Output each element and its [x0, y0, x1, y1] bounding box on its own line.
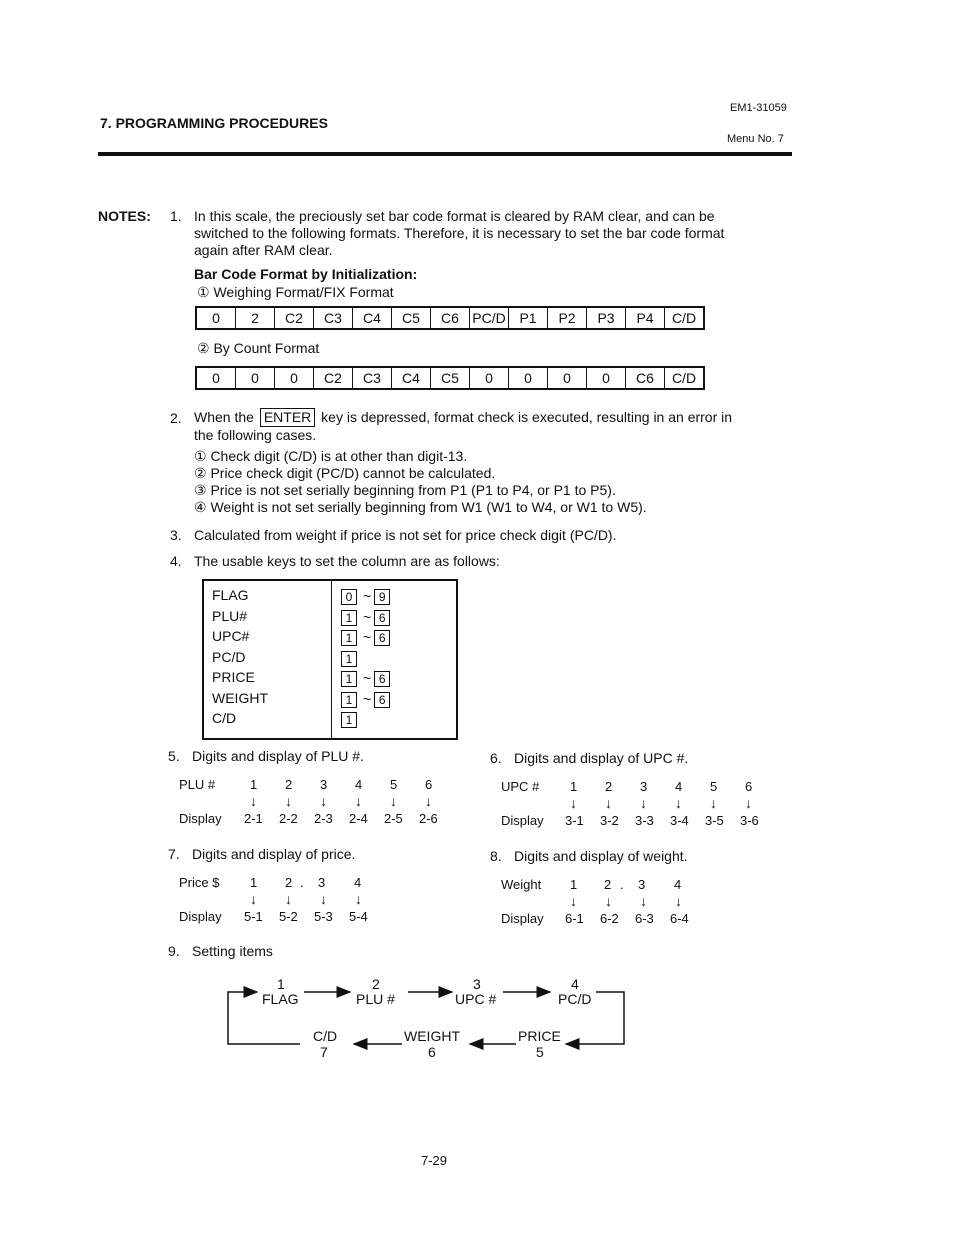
display-code: 2-3 — [314, 811, 333, 826]
note-2-line-2: the following cases. — [194, 427, 317, 443]
row-label: UPC # — [501, 779, 540, 794]
down-arrow-icon: ↓ — [605, 893, 612, 909]
usable-key-label: UPC# — [212, 628, 250, 644]
down-arrow-icon: ↓ — [320, 891, 327, 907]
digit: 1 — [570, 877, 578, 892]
usable-key-range — [341, 711, 357, 728]
down-arrow-icon: ↓ — [285, 891, 292, 907]
flow-plu-number: 2 — [372, 976, 380, 992]
flow-pcd-number: 4 — [571, 976, 579, 992]
format-cell: 0 — [548, 367, 587, 389]
section-title: 7. PROGRAMMING PROCEDURES — [100, 115, 328, 131]
down-arrow-icon: ↓ — [605, 795, 612, 811]
display-code: 6-2 — [600, 911, 619, 926]
format-1-table — [195, 306, 705, 330]
display-code: 3-2 — [600, 813, 619, 828]
note-5-text: Digits and display of PLU #. — [192, 748, 364, 764]
down-arrow-icon: ↓ — [250, 891, 257, 907]
note-9-number: 9. — [168, 943, 180, 959]
display-code: 5-2 — [279, 909, 298, 924]
note-3-number: 3. — [170, 527, 182, 543]
flow-cd-number: 7 — [320, 1044, 328, 1060]
note-3-text: Calculated from weight if price is not set for price check digit (PC/D). — [194, 527, 617, 543]
note-7-text: Digits and display of price. — [192, 846, 356, 862]
digit: 6 — [425, 777, 433, 792]
note-4-text: The usable keys to set the column are as follows: — [194, 553, 500, 569]
format-cell: 0 — [275, 367, 314, 389]
down-arrow-icon: ↓ — [675, 795, 682, 811]
format-cell: P2 — [548, 307, 587, 329]
digit: 3 — [638, 877, 646, 892]
note-9-text: Setting items — [192, 943, 273, 959]
flow-plu: PLU # — [356, 991, 395, 1007]
display-code: 6-1 — [565, 911, 584, 926]
header-rule — [98, 152, 792, 156]
key-to: 6 — [374, 630, 390, 646]
key-from: 1 — [341, 712, 357, 728]
digit: 4 — [354, 875, 362, 890]
down-arrow-icon: ↓ — [320, 793, 327, 809]
flow-flag-number: 1 — [277, 976, 285, 992]
document-number: EM1-31059 — [730, 102, 787, 114]
display-label: Display — [501, 911, 544, 926]
key-from: 1 — [341, 651, 357, 667]
down-arrow-icon: ↓ — [640, 795, 647, 811]
down-arrow-icon: ↓ — [710, 795, 717, 811]
digit: 3 — [318, 875, 326, 890]
note-6-number: 6. — [490, 750, 502, 766]
usable-keys-table — [202, 579, 458, 740]
format-cell: 0 — [509, 367, 548, 389]
down-arrow-icon: ↓ — [570, 795, 577, 811]
down-arrow-icon: ↓ — [285, 793, 292, 809]
page-number: 7-29 — [421, 1153, 448, 1168]
flow-price-number: 5 — [536, 1044, 544, 1060]
digit: 1 — [250, 777, 258, 792]
flow-weight: WEIGHT — [404, 1028, 460, 1044]
display-code: 3-4 — [670, 813, 689, 828]
display-code: 6-3 — [635, 911, 654, 926]
display-code: 2-5 — [384, 811, 403, 826]
digit: . — [300, 875, 304, 890]
display-code: 3-6 — [740, 813, 759, 828]
format-cell: C6 — [431, 307, 470, 329]
note-1-number: 1. — [170, 208, 182, 224]
flow-cd: C/D — [313, 1028, 338, 1044]
digit: . — [620, 877, 624, 892]
down-arrow-icon: ↓ — [355, 793, 362, 809]
key-to: 6 — [374, 610, 390, 626]
digit: 1 — [250, 875, 258, 890]
format-2-table — [195, 366, 705, 390]
display-code: 3-5 — [705, 813, 724, 828]
display-code: 2-1 — [244, 811, 263, 826]
usable-key-label: C/D — [212, 710, 237, 726]
digit: 5 — [390, 777, 398, 792]
usable-keys-divider — [331, 581, 332, 738]
row-label: Weight — [501, 877, 542, 892]
digit: 4 — [675, 779, 683, 794]
format-cell: 0 — [470, 367, 509, 389]
key-to: 9 — [374, 589, 390, 605]
format-1-label: ① Weighing Format/FIX Format — [197, 284, 394, 300]
display-code: 2-4 — [349, 811, 368, 826]
usable-key-label: PC/D — [212, 648, 246, 665]
display-code: 3-1 — [565, 813, 584, 828]
enter-key: ENTER — [260, 408, 315, 427]
format-cell: C5 — [392, 307, 431, 329]
display-code: 6-4 — [670, 911, 689, 926]
display-label: Display — [179, 811, 222, 826]
format-cell: 0 — [236, 367, 275, 389]
key-to: 6 — [374, 692, 390, 708]
range-tilde: ~ — [363, 608, 372, 625]
format-2-label: ② By Count Format — [197, 340, 320, 356]
note-8-text: Digits and display of weight. — [514, 848, 688, 864]
digit: 1 — [570, 779, 578, 794]
format-cell: C/D — [665, 367, 705, 389]
display-code: 5-3 — [314, 909, 333, 924]
usable-key-range — [341, 670, 390, 687]
note-2-pre: When the — [194, 409, 254, 425]
note-2-item: ② Price check digit (PC/D) cannot be calculated. — [194, 465, 496, 481]
usable-key-range — [341, 609, 390, 626]
menu-number: Menu No. 7 — [727, 133, 784, 145]
key-from: 0 — [341, 589, 357, 605]
format-cell: C4 — [353, 307, 392, 329]
note-2-line-1 — [194, 408, 732, 427]
flow-weight-number: 6 — [428, 1044, 436, 1060]
range-tilde: ~ — [363, 690, 372, 707]
digit: 3 — [320, 777, 328, 792]
format-cell: C/D — [665, 307, 705, 329]
digit: 2 — [285, 777, 293, 792]
format-cell: C5 — [431, 367, 470, 389]
display-code: 2-6 — [419, 811, 438, 826]
down-arrow-icon: ↓ — [425, 793, 432, 809]
key-from: 1 — [341, 610, 357, 626]
display-label: Display — [501, 813, 544, 828]
usable-key-label: PRICE — [212, 669, 255, 685]
note-7-number: 7. — [168, 846, 180, 862]
notes-label: NOTES: — [98, 208, 151, 224]
note-1-line-1: In this scale, the preciously set bar code format is cleared by RAM clear, and can be — [194, 208, 715, 224]
usable-key-label: WEIGHT — [212, 689, 268, 706]
format-cell: 2 — [236, 307, 275, 329]
flow-pcd: PC/D — [558, 991, 592, 1007]
note-5-number: 5. — [168, 748, 180, 764]
usable-key-range — [341, 588, 390, 605]
row-label: PLU # — [179, 777, 216, 792]
flow-flag: FLAG — [262, 991, 299, 1007]
note-1-subhead: Bar Code Format by Initialization: — [194, 266, 418, 282]
digit: 4 — [355, 777, 363, 792]
usable-key-range — [341, 650, 357, 667]
key-from: 1 — [341, 630, 357, 646]
note-1-line-2: switched to the following formats. Therefore, it is necessary to set the bar code format — [194, 225, 725, 241]
range-tilde: ~ — [363, 629, 372, 645]
flow-upc: UPC # — [455, 991, 497, 1007]
display-code: 5-4 — [349, 909, 368, 924]
display-code: 2-2 — [279, 811, 298, 826]
down-arrow-icon: ↓ — [390, 793, 397, 809]
flow-upc-number: 3 — [473, 976, 481, 992]
usable-key-label: FLAG — [212, 587, 249, 603]
note-2-number: 2. — [170, 410, 182, 426]
row-label: Price $ — [179, 875, 220, 890]
usable-key-range — [341, 629, 390, 646]
format-cell: PC/D — [470, 307, 509, 329]
note-1-line-3: again after RAM clear. — [194, 242, 333, 258]
format-cell: 0 — [196, 307, 236, 329]
note-2-items — [194, 448, 647, 516]
note-2-item: ④ Weight is not set serially beginning from W1 (W1 to W4, or W1 to W5). — [194, 499, 647, 515]
format-cell: 0 — [196, 367, 236, 389]
format-cell: P1 — [509, 307, 548, 329]
format-cell: P3 — [587, 307, 626, 329]
display-label: Display — [179, 909, 222, 924]
note-2-item: ③ Price is not set serially beginning from P1 (P1 to P4, or P1 to P5). — [194, 482, 616, 498]
format-cell: C3 — [314, 307, 353, 329]
range-tilde: ~ — [363, 670, 372, 686]
format-cell: C2 — [314, 367, 353, 389]
note-1-text — [194, 208, 724, 259]
down-arrow-icon: ↓ — [745, 795, 752, 811]
digit: 2 — [604, 877, 612, 892]
down-arrow-icon: ↓ — [355, 891, 362, 907]
note-4-number: 4. — [170, 553, 182, 569]
usable-key-range — [341, 691, 390, 708]
down-arrow-icon: ↓ — [570, 893, 577, 909]
down-arrow-icon: ↓ — [250, 793, 257, 809]
digit: 4 — [674, 877, 682, 892]
note-2-post: key is depressed, format check is executed, resulting in an error in — [321, 409, 733, 425]
down-arrow-icon: ↓ — [675, 893, 682, 909]
key-from: 1 — [341, 671, 357, 687]
key-from: 1 — [341, 692, 357, 708]
usable-key-label: PLU# — [212, 607, 248, 624]
format-cell: C2 — [275, 307, 314, 329]
note-8-number: 8. — [490, 848, 502, 864]
digit: 5 — [710, 779, 718, 794]
format-cell: C4 — [392, 367, 431, 389]
digit: 2 — [605, 779, 613, 794]
key-to: 6 — [374, 671, 390, 687]
digit: 6 — [745, 779, 753, 794]
digit: 2 — [285, 875, 293, 890]
down-arrow-icon: ↓ — [640, 893, 647, 909]
format-cell: P4 — [626, 307, 665, 329]
format-cell: C6 — [626, 367, 665, 389]
format-cell: C3 — [353, 367, 392, 389]
flow-price: PRICE — [518, 1028, 561, 1044]
display-code: 3-3 — [635, 813, 654, 828]
note-6-text: Digits and display of UPC #. — [514, 750, 689, 766]
note-2-item: ① Check digit (C/D) is at other than digit-13. — [194, 448, 468, 464]
digit: 3 — [640, 779, 648, 794]
display-code: 5-1 — [244, 909, 263, 924]
format-cell: 0 — [587, 367, 626, 389]
range-tilde: ~ — [363, 588, 372, 604]
